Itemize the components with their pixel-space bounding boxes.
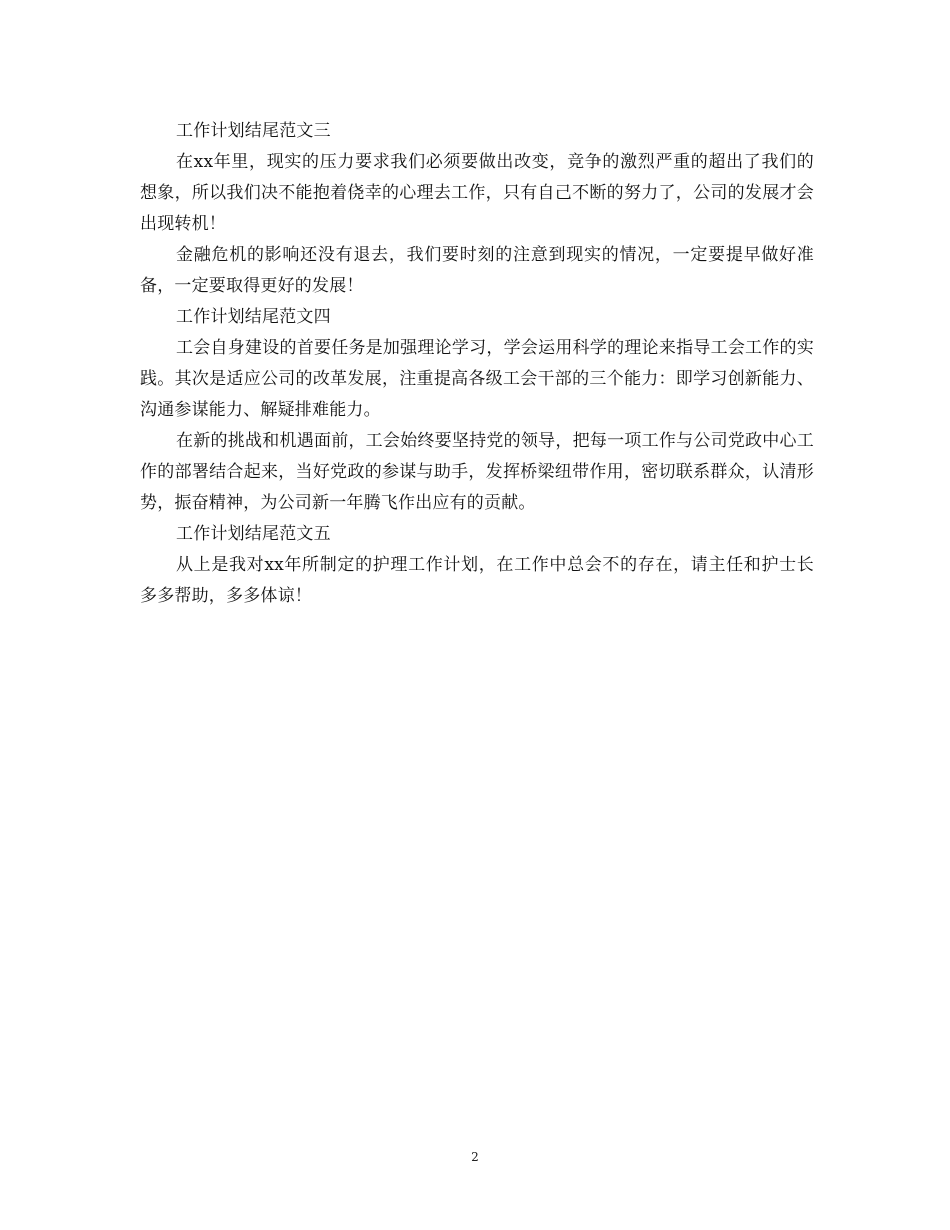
section-heading: 工作计划结尾范文五	[176, 524, 331, 544]
body-paragraph: 在新的挑战和机遇面前，工会始终要坚持党的领导，把每一项工作与公司党政中心工作的部署结合起来，当好党政的参谋与助手，发挥桥梁纽带作用，密切联系群众，认清形势，振奋精神，为公司新一年腾飞作出应有的贡献。	[140, 431, 814, 513]
page-number: 2	[471, 1150, 479, 1164]
body-paragraph: 从上是我对xx年所制定的护理工作计划，在工作中总会不的存在，请主任和护士长多多帮助，多多体谅！	[140, 555, 814, 606]
document-body	[140, 116, 814, 612]
body-paragraph: 在xx年里，现实的压力要求我们必须要做出改变，竞争的激烈严重的超出了我们的想象，所以我们决不能抱着侥幸的心理去工作，只有自己不断的努力了，公司的发展才会出现转机！	[140, 152, 814, 234]
section-heading: 工作计划结尾范文四	[176, 307, 331, 327]
section-heading: 工作计划结尾范文三	[176, 121, 331, 141]
body-paragraph: 金融危机的影响还没有退去，我们要时刻的注意到现实的情况，一定要提早做好准备，一定要取得更好的发展！	[140, 245, 814, 296]
body-paragraph: 工会自身建设的首要任务是加强理论学习，学会运用科学的理论来指导工会工作的实践。其次是适应公司的改革发展，注重提高各级工会干部的三个能力：即学习创新能力、沟通参谋能力、解疑排难能力。	[140, 338, 814, 420]
